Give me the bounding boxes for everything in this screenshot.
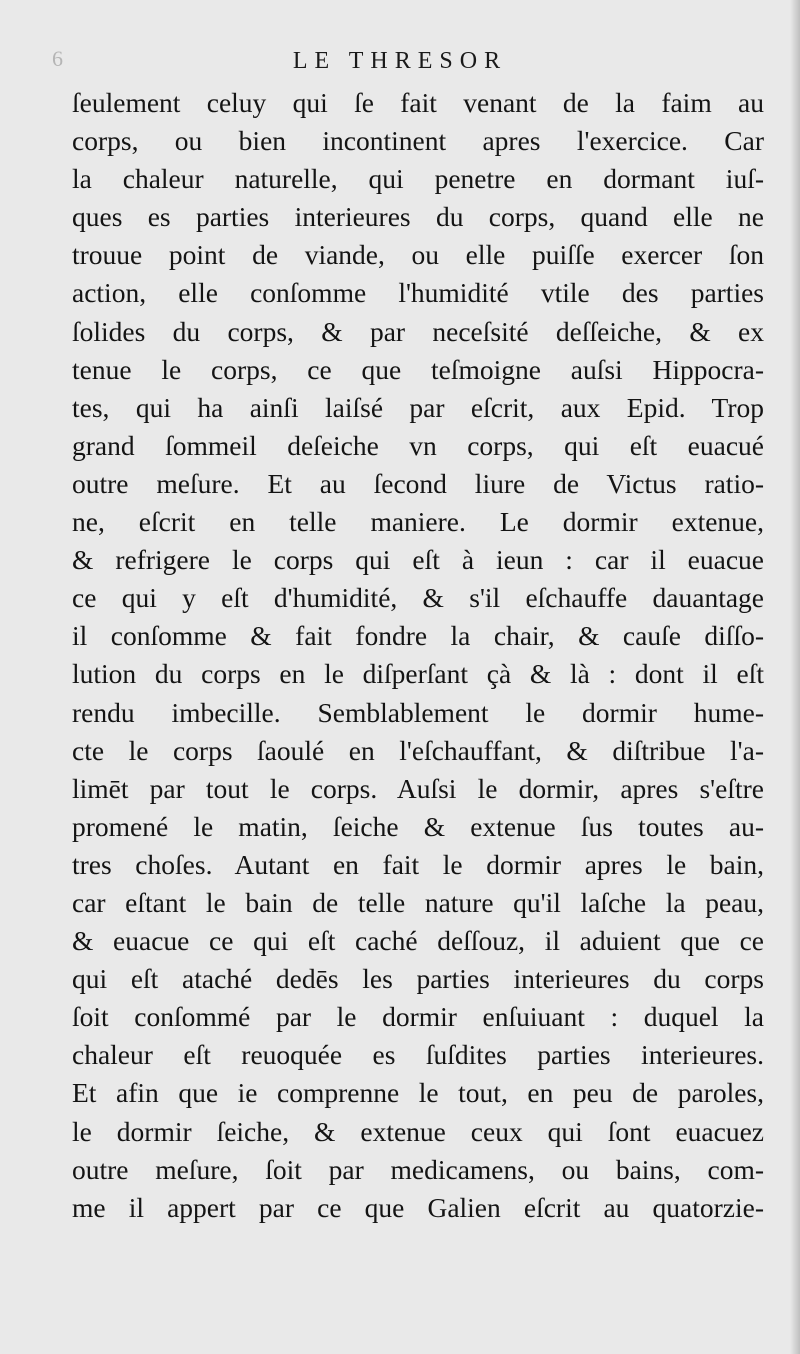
text-line: outre meſure. Et au ſecond liure de Victus ratio- <box>72 467 764 499</box>
text-line: trouue point de viande, ou elle puiſſe exercer ſon <box>72 239 764 271</box>
text-line: action, elle conſomme l'humidité vtile des parties <box>72 277 764 309</box>
text-line: ne, eſcrit en telle maniere. Le dormir extenue, <box>72 506 764 538</box>
text-line: promené le matin, ſeiche & extenue ſus toutes au- <box>72 810 764 842</box>
text-line: ſolides du corps, & par neceſsité deſſeiche, & ex <box>72 315 764 347</box>
text-line: il conſomme & fait fondre la chair, & cauſe diſſo- <box>72 620 764 652</box>
text-line: outre meſure, ſoit par medicamens, ou bains, com- <box>72 1153 764 1185</box>
text-line: tes, qui ha ainſi laiſsé par eſcrit, aux Epid. Trop <box>72 391 764 423</box>
text-line: qui eſt ataché dedēs les parties interieures du corps <box>72 963 764 995</box>
page-number-faint: 6 <box>52 46 63 71</box>
text-line: ques es parties interieures du corps, quand elle ne <box>72 201 764 233</box>
text-line: me il appert par ce que Galien eſcrit au quatorzie- <box>72 1191 764 1223</box>
text-line: chaleur eſt reuoquée es ſuſdites parties interieures. <box>72 1039 764 1071</box>
text-line: ſeulement celuy qui ſe fait venant de la faim au <box>72 87 764 118</box>
text-line: cte le corps ſaoulé en l'eſchauffant, & diſtribue l'a- <box>72 734 764 766</box>
text-line: lution du corps en le diſperſant çà & là : dont il eſt <box>72 658 764 690</box>
text-line: tres choſes. Autant en fait le dormir apres le bain, <box>72 848 764 880</box>
text-line: corps, ou bien incontinent apres l'exercice. Car <box>72 125 764 157</box>
text-line: la chaleur naturelle, qui penetre en dormant iuſ- <box>72 163 764 195</box>
text-line: ſoit conſommé par le dormir enſuiuant : duquel la <box>72 1001 764 1033</box>
text-line: grand ſommeil deſeiche vn corps, qui eſt euacué <box>72 429 764 461</box>
text-line: limēt par tout le corps. Auſsi le dormir, apres s'eſtre <box>72 772 764 804</box>
text-line: tenue le corps, ce que teſmoigne auſsi Hippocra- <box>72 353 764 385</box>
text-line: & euacue ce qui eſt caché deſſouz, il aduient que ce <box>72 925 764 957</box>
running-head: LE THRESOR <box>292 48 508 74</box>
text-line: le dormir ſeiche, & extenue ceux qui ſont euacuez <box>72 1115 764 1147</box>
text-line: rendu imbecille. Semblablement le dormir hume- <box>72 696 764 728</box>
body-text <box>72 84 764 1227</box>
text-line: & refrigere le corps qui eſt à ieun : car il euacue <box>72 544 764 576</box>
text-line: car eſtant le bain de telle nature qu'il laſche la peau, <box>72 886 764 918</box>
text-line: Et afin que ie comprenne le tout, en peu de paroles, <box>72 1077 764 1109</box>
text-line: ce qui y eſt d'humidité, & s'il eſchauffe dauantage <box>72 582 764 614</box>
